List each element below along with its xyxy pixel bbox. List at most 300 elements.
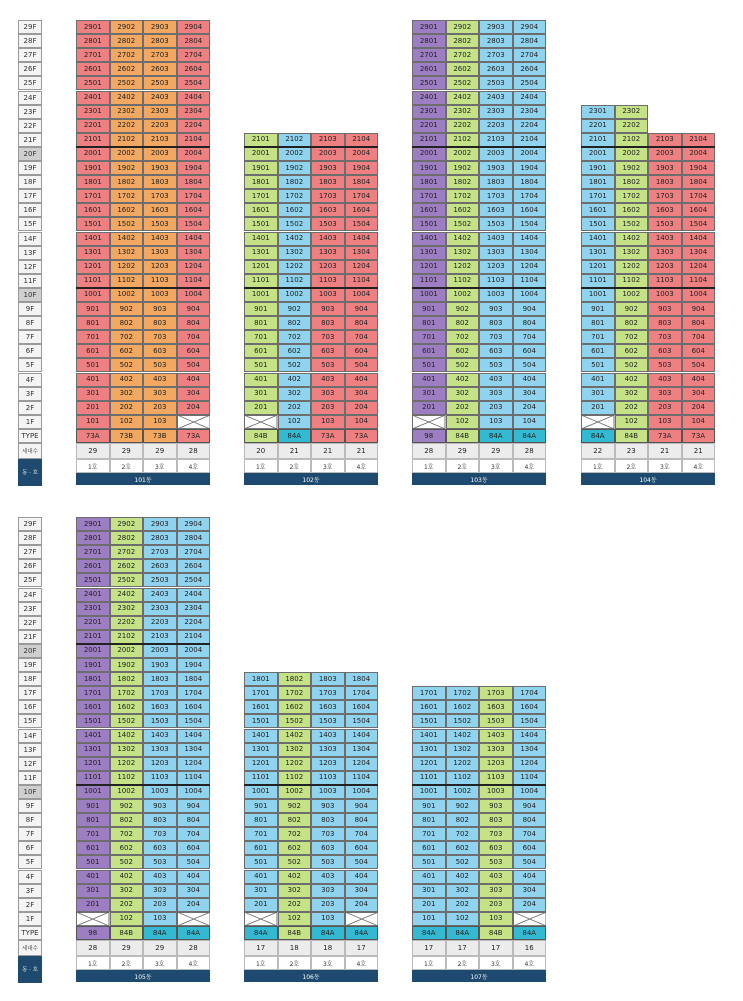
unit-cell[interactable]: 1401 [76, 729, 110, 743]
unit-cell[interactable]: 601 [412, 841, 446, 855]
unit-cell[interactable]: 502 [615, 358, 649, 372]
unit-cell[interactable]: 2103 [479, 133, 513, 147]
unit-cell[interactable]: 403 [479, 870, 513, 884]
unit-cell[interactable]: 503 [648, 358, 682, 372]
unit-cell[interactable]: 1504 [345, 714, 379, 728]
unit-cell[interactable]: 2003 [143, 644, 177, 658]
unit-cell[interactable]: 2104 [177, 133, 211, 147]
unit-cell[interactable]: 1002 [446, 785, 480, 799]
unit-cell[interactable]: 504 [345, 855, 379, 869]
unit-cell[interactable]: 2402 [446, 91, 480, 105]
unit-cell[interactable]: 1701 [76, 189, 110, 203]
unit-cell[interactable]: 1601 [581, 203, 615, 217]
unit-cell[interactable]: 2101 [76, 133, 110, 147]
unit-cell[interactable]: 802 [110, 813, 144, 827]
unit-cell[interactable]: 1004 [177, 785, 211, 799]
unit-cell[interactable]: 1202 [278, 260, 312, 274]
unit-cell[interactable]: 1001 [581, 288, 615, 302]
unit-cell[interactable]: 1503 [479, 714, 513, 728]
unit-cell[interactable]: 102 [110, 415, 144, 429]
unit-cell[interactable]: 701 [244, 827, 278, 841]
unit-cell[interactable]: 201 [76, 401, 110, 415]
unit-cell[interactable]: 2202 [615, 119, 649, 133]
unit-cell[interactable]: 2101 [244, 133, 278, 147]
unit-cell[interactable]: 1901 [581, 161, 615, 175]
unit-cell[interactable]: 1004 [682, 288, 716, 302]
unit-cell[interactable]: 1803 [143, 175, 177, 189]
unit-cell[interactable]: 1403 [648, 232, 682, 246]
unit-cell[interactable]: 2804 [177, 531, 211, 545]
unit-cell[interactable]: 1302 [278, 246, 312, 260]
unit-cell[interactable]: 2101 [76, 630, 110, 644]
unit-cell[interactable]: 502 [110, 855, 144, 869]
unit-cell[interactable]: 602 [446, 841, 480, 855]
unit-cell[interactable]: 1602 [278, 700, 312, 714]
unit-cell[interactable]: 1601 [244, 700, 278, 714]
unit-cell[interactable]: 1202 [110, 260, 144, 274]
unit-cell[interactable]: 2902 [110, 517, 144, 531]
unit-cell[interactable]: 904 [177, 302, 211, 316]
unit-cell[interactable]: 701 [581, 330, 615, 344]
unit-cell[interactable]: 1501 [412, 714, 446, 728]
unit-cell[interactable]: 1901 [244, 161, 278, 175]
unit-cell[interactable]: 204 [177, 401, 211, 415]
unit-cell[interactable]: 1203 [143, 757, 177, 771]
unit-cell[interactable]: 1304 [513, 743, 547, 757]
unit-cell[interactable]: 602 [278, 344, 312, 358]
unit-cell[interactable]: 2504 [513, 76, 547, 90]
unit-cell[interactable]: 1103 [479, 274, 513, 288]
unit-cell[interactable]: 804 [345, 316, 379, 330]
unit-cell[interactable]: 2002 [278, 147, 312, 161]
unit-cell[interactable]: 1602 [615, 203, 649, 217]
unit-cell[interactable]: 404 [513, 373, 547, 387]
unit-cell[interactable]: 2004 [682, 147, 716, 161]
unit-cell[interactable]: 401 [412, 870, 446, 884]
unit-cell[interactable]: 1501 [244, 217, 278, 231]
unit-cell[interactable]: 1303 [143, 246, 177, 260]
unit-cell[interactable]: 1903 [648, 161, 682, 175]
unit-cell[interactable]: 1203 [648, 260, 682, 274]
unit-cell[interactable]: 2403 [479, 91, 513, 105]
unit-cell[interactable]: 102 [615, 415, 649, 429]
unit-cell[interactable]: 2602 [110, 62, 144, 76]
unit-cell[interactable]: 1303 [479, 743, 513, 757]
unit-cell[interactable]: 1204 [345, 757, 379, 771]
unit-cell[interactable]: 603 [479, 841, 513, 855]
unit-cell[interactable]: 2002 [110, 147, 144, 161]
unit-cell[interactable]: 1604 [345, 203, 379, 217]
unit-cell[interactable]: 1202 [615, 260, 649, 274]
unit-cell[interactable]: 2603 [143, 559, 177, 573]
unit-cell[interactable]: 1203 [311, 757, 345, 771]
unit-cell[interactable]: 902 [278, 302, 312, 316]
unit-cell[interactable]: 402 [615, 373, 649, 387]
unit-cell[interactable]: 1402 [110, 232, 144, 246]
unit-cell[interactable]: 402 [278, 373, 312, 387]
unit-cell[interactable]: 403 [143, 870, 177, 884]
unit-cell[interactable]: 1904 [345, 161, 379, 175]
unit-cell[interactable]: 1504 [177, 714, 211, 728]
unit-cell[interactable]: 1801 [412, 175, 446, 189]
unit-cell[interactable]: 201 [244, 401, 278, 415]
unit-cell[interactable]: 801 [412, 813, 446, 827]
unit-cell[interactable]: 2103 [143, 630, 177, 644]
unit-cell[interactable]: 1302 [446, 246, 480, 260]
unit-cell[interactable]: 2904 [177, 20, 211, 34]
unit-cell[interactable]: 1803 [311, 672, 345, 686]
unit-cell[interactable]: 503 [479, 855, 513, 869]
unit-cell[interactable]: 502 [446, 855, 480, 869]
unit-cell[interactable]: 2302 [615, 105, 649, 119]
unit-cell[interactable]: 904 [177, 799, 211, 813]
unit-cell[interactable]: 2903 [143, 20, 177, 34]
unit-cell[interactable]: 704 [682, 330, 716, 344]
unit-cell[interactable]: 804 [682, 316, 716, 330]
unit-cell[interactable]: 2204 [513, 119, 547, 133]
unit-cell[interactable]: 1504 [513, 714, 547, 728]
unit-cell[interactable]: 804 [177, 813, 211, 827]
unit-cell[interactable]: 904 [513, 799, 547, 813]
unit-cell[interactable]: 2302 [446, 105, 480, 119]
unit-cell[interactable]: 2604 [177, 559, 211, 573]
unit-cell[interactable]: 2203 [143, 119, 177, 133]
unit-cell[interactable]: 2102 [446, 133, 480, 147]
unit-cell[interactable]: 1502 [278, 714, 312, 728]
unit-cell[interactable]: 1001 [76, 288, 110, 302]
unit-cell[interactable]: 2703 [143, 48, 177, 62]
unit-cell[interactable]: 1601 [244, 203, 278, 217]
unit-cell[interactable]: 1003 [311, 785, 345, 799]
unit-cell[interactable]: 1903 [311, 161, 345, 175]
unit-cell[interactable]: 1604 [513, 203, 547, 217]
unit-cell[interactable]: 904 [345, 302, 379, 316]
unit-cell[interactable]: 1304 [513, 246, 547, 260]
unit-cell[interactable]: 2802 [446, 34, 480, 48]
unit-cell[interactable]: 603 [311, 344, 345, 358]
unit-cell[interactable]: 902 [110, 302, 144, 316]
unit-cell[interactable]: 1502 [615, 217, 649, 231]
unit-cell[interactable]: 601 [76, 344, 110, 358]
unit-cell[interactable]: 802 [110, 316, 144, 330]
unit-cell[interactable]: 304 [682, 387, 716, 401]
unit-cell[interactable]: 1504 [682, 217, 716, 231]
unit-cell[interactable]: 1902 [110, 658, 144, 672]
unit-cell[interactable]: 303 [143, 387, 177, 401]
unit-cell[interactable]: 2801 [76, 34, 110, 48]
unit-cell[interactable]: 1603 [648, 203, 682, 217]
unit-cell[interactable]: 1602 [110, 203, 144, 217]
unit-cell[interactable]: 204 [177, 898, 211, 912]
unit-cell[interactable]: 901 [76, 799, 110, 813]
unit-cell[interactable]: 2701 [412, 48, 446, 62]
unit-cell[interactable]: 904 [513, 302, 547, 316]
unit-cell[interactable]: 202 [110, 401, 144, 415]
unit-cell[interactable]: 501 [76, 855, 110, 869]
unit-cell[interactable]: 1403 [311, 232, 345, 246]
unit-cell[interactable]: 603 [143, 344, 177, 358]
unit-cell[interactable]: 303 [648, 387, 682, 401]
unit-cell[interactable]: 401 [412, 373, 446, 387]
unit-cell[interactable]: 1202 [446, 260, 480, 274]
unit-cell[interactable]: 403 [143, 373, 177, 387]
unit-cell[interactable]: 1103 [479, 771, 513, 785]
unit-cell[interactable]: 1304 [345, 246, 379, 260]
unit-cell[interactable]: 1901 [76, 161, 110, 175]
unit-cell[interactable]: 1501 [244, 714, 278, 728]
unit-cell[interactable]: 1203 [479, 260, 513, 274]
unit-cell[interactable]: 2803 [143, 531, 177, 545]
unit-cell[interactable]: 1204 [177, 260, 211, 274]
unit-cell[interactable]: 703 [479, 827, 513, 841]
unit-cell[interactable]: 1104 [177, 771, 211, 785]
unit-cell[interactable]: 2604 [177, 62, 211, 76]
unit-cell[interactable]: 1602 [110, 700, 144, 714]
unit-cell[interactable]: 1402 [110, 729, 144, 743]
unit-cell[interactable]: 1803 [311, 175, 345, 189]
unit-cell[interactable]: 202 [446, 898, 480, 912]
unit-cell[interactable]: 401 [244, 373, 278, 387]
unit-cell[interactable]: 1001 [244, 785, 278, 799]
unit-cell[interactable]: 2102 [110, 630, 144, 644]
unit-cell[interactable]: 302 [446, 884, 480, 898]
unit-cell[interactable]: 2501 [76, 573, 110, 587]
unit-cell[interactable]: 1501 [76, 714, 110, 728]
unit-cell[interactable]: 2901 [412, 20, 446, 34]
unit-cell[interactable]: 1904 [177, 658, 211, 672]
unit-cell[interactable]: 403 [648, 373, 682, 387]
unit-cell[interactable]: 803 [143, 316, 177, 330]
unit-cell[interactable]: 702 [446, 330, 480, 344]
unit-cell[interactable]: 1403 [143, 232, 177, 246]
unit-cell[interactable]: 1301 [581, 246, 615, 260]
unit-cell[interactable]: 1101 [76, 274, 110, 288]
unit-cell[interactable]: 1101 [244, 274, 278, 288]
unit-cell[interactable]: 602 [446, 344, 480, 358]
unit-cell[interactable]: 2401 [76, 91, 110, 105]
unit-cell[interactable]: 1002 [278, 288, 312, 302]
unit-cell[interactable]: 202 [110, 898, 144, 912]
unit-cell[interactable]: 2602 [446, 62, 480, 76]
unit-cell[interactable]: 1602 [446, 700, 480, 714]
unit-cell[interactable]: 2602 [110, 559, 144, 573]
unit-cell[interactable]: 2703 [479, 48, 513, 62]
unit-cell[interactable]: 2504 [177, 76, 211, 90]
unit-cell[interactable]: 304 [345, 387, 379, 401]
unit-cell[interactable]: 803 [143, 813, 177, 827]
unit-cell[interactable]: 1103 [143, 771, 177, 785]
unit-cell[interactable]: 2604 [513, 62, 547, 76]
unit-cell[interactable]: 103 [311, 415, 345, 429]
unit-cell[interactable]: 504 [513, 358, 547, 372]
unit-cell[interactable]: 1204 [513, 757, 547, 771]
unit-cell[interactable]: 901 [244, 302, 278, 316]
unit-cell[interactable]: 303 [479, 884, 513, 898]
unit-cell[interactable]: 2402 [110, 91, 144, 105]
unit-cell[interactable]: 1604 [177, 700, 211, 714]
unit-cell[interactable]: 1604 [682, 203, 716, 217]
unit-cell[interactable]: 2403 [143, 91, 177, 105]
unit-cell[interactable]: 2502 [446, 76, 480, 90]
unit-cell[interactable]: 801 [412, 316, 446, 330]
unit-cell[interactable]: 2601 [76, 62, 110, 76]
unit-cell[interactable]: 1702 [446, 686, 480, 700]
unit-cell[interactable]: 402 [446, 870, 480, 884]
unit-cell[interactable]: 903 [479, 302, 513, 316]
unit-cell[interactable]: 2102 [615, 133, 649, 147]
unit-cell[interactable]: 1202 [446, 757, 480, 771]
unit-cell[interactable]: 903 [479, 799, 513, 813]
unit-cell[interactable]: 1304 [177, 743, 211, 757]
unit-cell[interactable]: 601 [581, 344, 615, 358]
unit-cell[interactable]: 1404 [345, 729, 379, 743]
unit-cell[interactable]: 1301 [412, 743, 446, 757]
unit-cell[interactable]: 1703 [311, 686, 345, 700]
unit-cell[interactable]: 2601 [76, 559, 110, 573]
unit-cell[interactable]: 1802 [278, 672, 312, 686]
unit-cell[interactable]: 2003 [311, 147, 345, 161]
unit-cell[interactable]: 2802 [110, 34, 144, 48]
unit-cell[interactable]: 2102 [110, 133, 144, 147]
unit-cell[interactable]: 401 [76, 373, 110, 387]
unit-cell[interactable]: 801 [76, 316, 110, 330]
unit-cell[interactable]: 1003 [311, 288, 345, 302]
unit-cell[interactable]: 302 [110, 884, 144, 898]
unit-cell[interactable]: 503 [311, 855, 345, 869]
unit-cell[interactable]: 1802 [110, 672, 144, 686]
unit-cell[interactable]: 1701 [244, 189, 278, 203]
unit-cell[interactable]: 2901 [76, 517, 110, 531]
unit-cell[interactable]: 301 [76, 884, 110, 898]
unit-cell[interactable]: 902 [446, 302, 480, 316]
unit-cell[interactable]: 1702 [278, 686, 312, 700]
unit-cell[interactable]: 503 [311, 358, 345, 372]
unit-cell[interactable]: 1704 [682, 189, 716, 203]
unit-cell[interactable]: 103 [143, 415, 177, 429]
unit-cell[interactable]: 2201 [76, 119, 110, 133]
unit-cell[interactable]: 2904 [177, 517, 211, 531]
unit-cell[interactable]: 103 [479, 912, 513, 926]
unit-cell[interactable]: 1704 [345, 686, 379, 700]
unit-cell[interactable]: 401 [244, 870, 278, 884]
unit-cell[interactable]: 1302 [110, 246, 144, 260]
unit-cell[interactable]: 604 [177, 344, 211, 358]
unit-cell[interactable]: 1102 [446, 771, 480, 785]
unit-cell[interactable]: 503 [479, 358, 513, 372]
unit-cell[interactable]: 2203 [143, 616, 177, 630]
unit-cell[interactable]: 704 [177, 330, 211, 344]
unit-cell[interactable]: 801 [244, 813, 278, 827]
unit-cell[interactable]: 1204 [513, 260, 547, 274]
unit-cell[interactable]: 703 [311, 330, 345, 344]
unit-cell[interactable]: 1201 [244, 260, 278, 274]
unit-cell[interactable]: 201 [412, 898, 446, 912]
unit-cell[interactable]: 403 [479, 373, 513, 387]
unit-cell[interactable]: 1003 [648, 288, 682, 302]
unit-cell[interactable]: 703 [143, 330, 177, 344]
unit-cell[interactable]: 1301 [244, 246, 278, 260]
unit-cell[interactable]: 601 [244, 841, 278, 855]
unit-cell[interactable]: 1003 [479, 288, 513, 302]
unit-cell[interactable]: 1101 [412, 274, 446, 288]
unit-cell[interactable]: 1801 [76, 175, 110, 189]
unit-cell[interactable]: 504 [177, 358, 211, 372]
unit-cell[interactable]: 103 [311, 912, 345, 926]
unit-cell[interactable]: 2804 [177, 34, 211, 48]
unit-cell[interactable]: 2904 [513, 20, 547, 34]
unit-cell[interactable]: 1704 [177, 686, 211, 700]
unit-cell[interactable]: 1304 [682, 246, 716, 260]
unit-cell[interactable]: 1802 [446, 175, 480, 189]
unit-cell[interactable]: 501 [412, 855, 446, 869]
unit-cell[interactable]: 1301 [244, 743, 278, 757]
unit-cell[interactable]: 203 [479, 898, 513, 912]
unit-cell[interactable]: 2301 [581, 105, 615, 119]
unit-cell[interactable]: 1402 [446, 729, 480, 743]
unit-cell[interactable]: 1704 [513, 189, 547, 203]
unit-cell[interactable]: 2503 [143, 573, 177, 587]
unit-cell[interactable]: 1801 [581, 175, 615, 189]
unit-cell[interactable]: 2004 [345, 147, 379, 161]
unit-cell[interactable]: 102 [446, 912, 480, 926]
unit-cell[interactable]: 1904 [177, 161, 211, 175]
unit-cell[interactable]: 501 [581, 358, 615, 372]
unit-cell[interactable]: 2301 [76, 602, 110, 616]
unit-cell[interactable]: 802 [615, 316, 649, 330]
unit-cell[interactable]: 1202 [110, 757, 144, 771]
unit-cell[interactable]: 303 [143, 884, 177, 898]
unit-cell[interactable]: 502 [278, 855, 312, 869]
unit-cell[interactable]: 701 [412, 330, 446, 344]
unit-cell[interactable]: 702 [446, 827, 480, 841]
unit-cell[interactable]: 2401 [76, 588, 110, 602]
unit-cell[interactable]: 703 [479, 330, 513, 344]
unit-cell[interactable]: 1303 [143, 743, 177, 757]
unit-cell[interactable]: 102 [278, 912, 312, 926]
unit-cell[interactable]: 1401 [412, 729, 446, 743]
unit-cell[interactable]: 2001 [581, 147, 615, 161]
unit-cell[interactable]: 203 [311, 401, 345, 415]
unit-cell[interactable]: 1603 [143, 700, 177, 714]
unit-cell[interactable]: 501 [244, 855, 278, 869]
unit-cell[interactable]: 601 [244, 344, 278, 358]
unit-cell[interactable]: 203 [479, 401, 513, 415]
unit-cell[interactable]: 2003 [648, 147, 682, 161]
unit-cell[interactable]: 102 [110, 912, 144, 926]
unit-cell[interactable]: 702 [110, 330, 144, 344]
unit-cell[interactable]: 2104 [177, 630, 211, 644]
unit-cell[interactable]: 901 [581, 302, 615, 316]
unit-cell[interactable]: 1402 [278, 729, 312, 743]
unit-cell[interactable]: 903 [311, 799, 345, 813]
unit-cell[interactable]: 903 [648, 302, 682, 316]
unit-cell[interactable]: 304 [177, 884, 211, 898]
unit-cell[interactable]: 504 [513, 855, 547, 869]
unit-cell[interactable]: 604 [682, 344, 716, 358]
unit-cell[interactable]: 102 [278, 415, 312, 429]
unit-cell[interactable]: 2104 [682, 133, 716, 147]
unit-cell[interactable]: 703 [648, 330, 682, 344]
unit-cell[interactable]: 1401 [244, 729, 278, 743]
unit-cell[interactable]: 402 [278, 870, 312, 884]
unit-cell[interactable]: 2103 [311, 133, 345, 147]
unit-cell[interactable]: 701 [76, 827, 110, 841]
unit-cell[interactable]: 701 [244, 330, 278, 344]
unit-cell[interactable]: 2001 [412, 147, 446, 161]
unit-cell[interactable]: 1403 [311, 729, 345, 743]
unit-cell[interactable]: 2102 [278, 133, 312, 147]
unit-cell[interactable]: 901 [244, 799, 278, 813]
